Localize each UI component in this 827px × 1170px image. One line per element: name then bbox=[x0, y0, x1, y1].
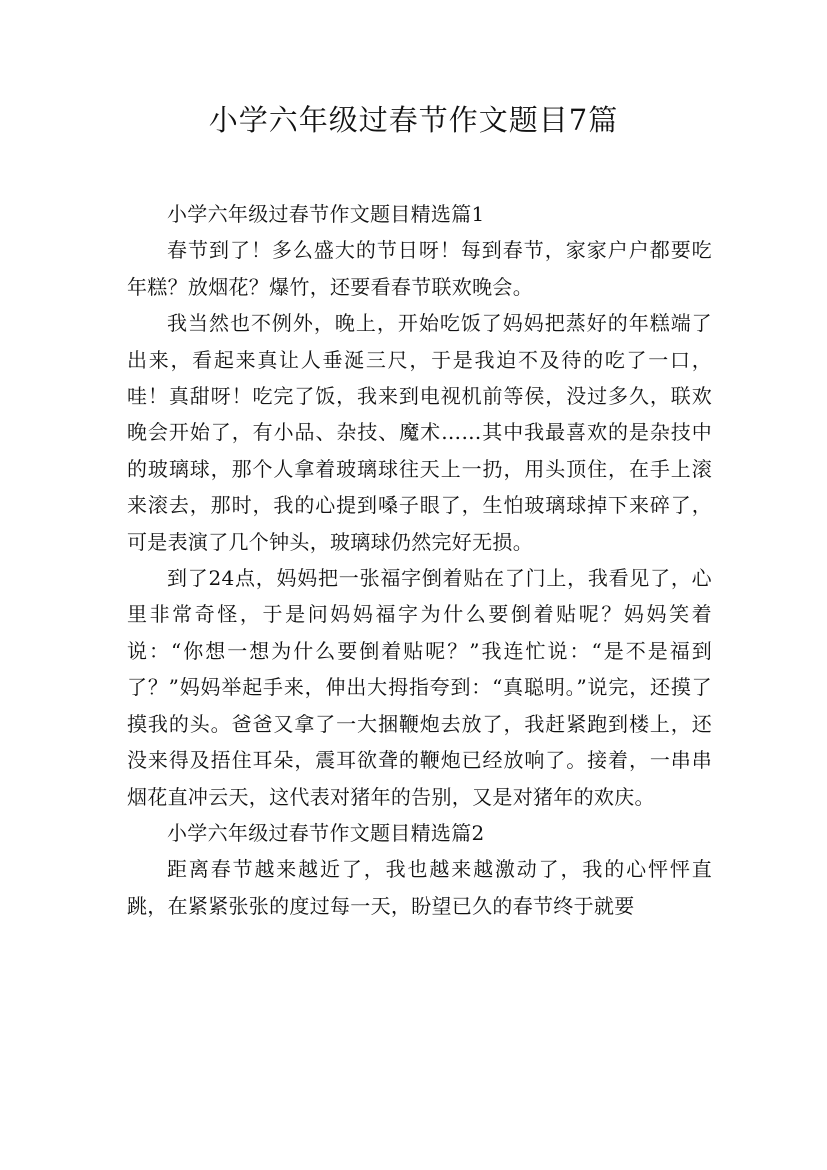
document-body bbox=[127, 196, 712, 924]
section-heading: 小学六年级过春节作文题目精选篇2 bbox=[167, 820, 485, 845]
paragraph: 到了24点，妈妈把一张福字倒着贴在了门上，我看见了，心里非常奇怪，于是问妈妈福字为什么要倒着贴呢？妈妈笑着说：“你想一想为什么要倒着贴呢？”我连忙说：“是不是福到了？”妈妈举起手来，伸出大拇指夸到：“真聪明。”说完，还摸了摸我的头。爸爸又拿了一大捆鞭炮去放了，我赶紧跑到楼上，还没来得及捂住耳朵，震耳欲聋的鞭炮已经放响了。接着，一串串烟花直冲云天，这代表对猪年的告别，又是对猪年的欢庆。 bbox=[127, 566, 712, 809]
paragraph: 春节到了！多么盛大的节日呀！每到春节，家家户户都要吃年糕？放烟花？爆竹，还要看春节联欢晚会。 bbox=[127, 238, 712, 299]
paragraph: 距离春节越来越近了，我也越来越激动了，我的心怦怦直跳，在紧紧张张的度过每一天，盼望已久的春节终于就要 bbox=[127, 857, 712, 918]
paragraph: 我当然也不例外，晚上，开始吃饭了妈妈把蒸好的年糕端了出来，看起来真让人垂涎三尺，于是我迫不及待的吃了一口，哇！真甜呀！吃完了饭，我来到电视机前等侯，没过多久，联欢晚会开始了，有小品、杂技、魔术……其中我最喜欢的是杂技中的玻璃球，那个人拿着玻璃球往天上一扔，用头顶住，在手上滚来滚去，那时，我的心提到嗓子眼了，生怕玻璃球掉下来碎了，可是表演了几个钟头，玻璃球仍然完好无损。 bbox=[127, 311, 712, 554]
section-heading: 小学六年级过春节作文题目精选篇1 bbox=[167, 202, 485, 226]
document-title: 小学六年级过春节作文题目7篇 bbox=[208, 103, 619, 137]
